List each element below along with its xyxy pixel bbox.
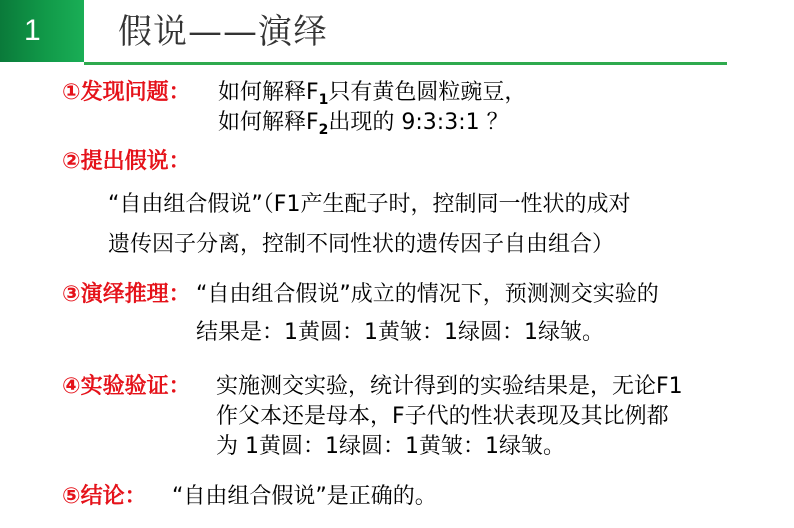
slide-title: 假说——演绎 (118, 12, 328, 52)
step-1-line-2 (218, 108, 509, 145)
step-label-deductive-reasoning: ③演绎推理： (62, 282, 191, 307)
step-4-line-2: 作父本还是母本，F子代的性状表现及其比例都 (216, 404, 669, 429)
step-1-line-1-sub: 1 (318, 92, 329, 108)
title-underline (84, 62, 727, 65)
step-3-line-2: 结果是：1黄圆：1黄皱：1绿圆：1绿皱。 (196, 320, 604, 345)
step-2-line-2: 遗传因子分离，控制不同性状的遗传因子自由组合） (108, 232, 615, 257)
step-2-line-1: “自由组合假说”（F1产生配子时，控制同一性状的成对 (108, 192, 631, 217)
slide-number-badge: 1 (0, 0, 84, 62)
step-3-line-1: “自由组合假说”成立的情况下，预测测交实验的 (196, 282, 659, 307)
step-label-conclusion: ⑤结论： (62, 484, 147, 509)
step-label-propose-hypothesis: ②提出假说： (62, 149, 191, 174)
step-5-line-1: “自由组合假说”是正确的。 (172, 484, 437, 509)
step-1-line-1-post: 只有黄色圆粒豌豆， (328, 80, 527, 105)
step-label-experimental-verification: ④实验验证： (62, 374, 191, 399)
step-4-line-1: 实施测交实验，统计得到的实验结果是，无论F1 (216, 374, 683, 399)
step-1-line-2-post: 出现的 9:3:3:1 ？ (328, 110, 509, 135)
step-4-line-3: 为 1黄圆：1绿圆：1黄皱：1绿皱。 (216, 434, 565, 459)
step-1-line-1-pre: 如何解释F (218, 80, 319, 105)
step-label-discover-problem: ①发现问题： (62, 80, 191, 105)
step-1-line-2-pre: 如何解释F (218, 110, 319, 135)
step-1-line-2-sub: 2 (318, 122, 329, 138)
